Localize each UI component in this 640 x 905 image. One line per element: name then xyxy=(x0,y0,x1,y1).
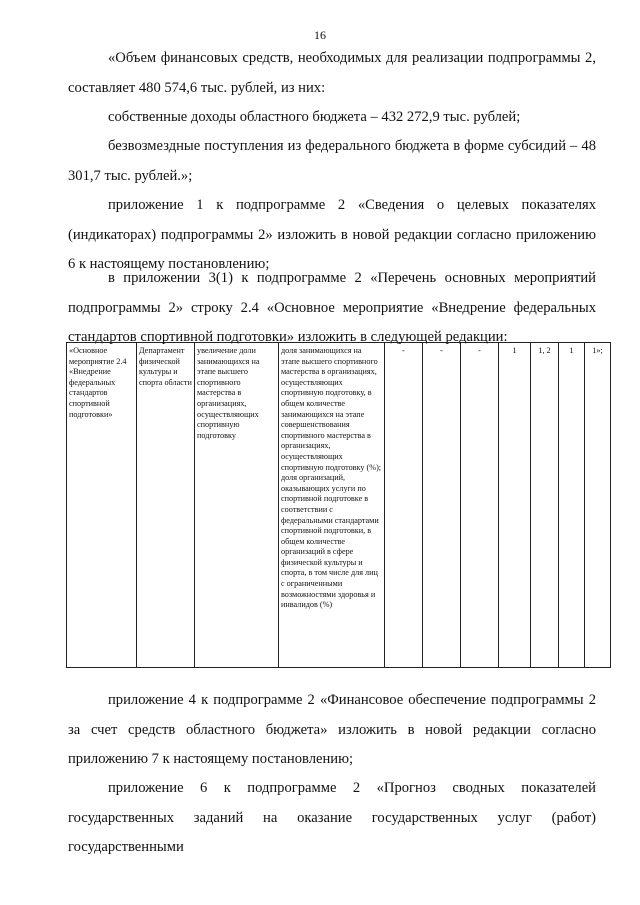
paragraph-appendix-1: приложение 1 к подпрограмме 2 «Сведения о целевых показателях (индикаторах) подпрограммы 2» изложить в новой редакции согласно приложению 6 к настоящему постановлению; xyxy=(68,197,596,272)
paragraph-appendix-3-1: в приложении 3(1) к подпрограмме 2 «Перечень основных мероприятий подпрограммы 2» строку 2.4 «Основное мероприятие «Внедрение федеральных стандартов спортивной подготовки» изложить в следующей редакции: xyxy=(68,270,596,345)
cell-value: - xyxy=(461,343,499,668)
cell-expected-result: увеличение доли занимающихся на этапе высшего спортивного мастерства в организациях, осуществляющих спортивную подготовку xyxy=(195,343,279,668)
cell-value: 1, 2 xyxy=(531,343,559,668)
cell-value: 1»; xyxy=(585,343,611,668)
paragraph-federal-subsidies: безвозмездные поступления из федерального бюджета в форме субсидий – 48 301,7 тыс. рублей.»; xyxy=(68,138,596,184)
paragraph-own-revenues: собственные доходы областного бюджета – 432 272,9 тыс. рублей; xyxy=(108,109,521,125)
cell-executor: Департамент физической культуры и спорта области xyxy=(137,343,195,668)
cell-value: 1 xyxy=(499,343,531,668)
measures-table xyxy=(66,342,611,668)
cell-value: - xyxy=(385,343,423,668)
cell-value: 1 xyxy=(559,343,585,668)
cell-value: - xyxy=(423,343,461,668)
cell-measure-name: «Основное мероприятие 2.4 «Внедрение федеральных стандартов спортивной подготовки» xyxy=(67,343,137,668)
paragraph-appendix-6: приложение 6 к подпрограмме 2 «Прогноз сводных показателей государственных заданий на оказание государственных услуг (работ) государственными xyxy=(68,780,596,855)
paragraph-financing-total: «Объем финансовых средств, необходимых для реализации подпрограммы 2, составляет 480 574,6 тыс. рублей, из них: xyxy=(68,50,596,96)
paragraph-appendix-4: приложение 4 к подпрограмме 2 «Финансовое обеспечение подпрограммы 2 за счет средств областного бюджета» изложить в новой редакции согласно приложению 7 к настоящему постановлению; xyxy=(68,692,596,767)
table-row xyxy=(67,343,611,668)
page-number: 16 xyxy=(314,28,326,42)
cell-indicators: доля занимающихся на этапе высшего спортивного мастерства в организациях, осуществляющих спортивную подготовку, в общем количестве занимающихся на этапе совершенствования спортивного мастерства в организациях, осуществляющих спортивную подготовку (%); доля организаций, оказывающих услуги по спортивной подготовке в соответствии с федеральными стандартами спортивной подготовки, в общем количестве организаций в сфере физической культуры и спорта, в том числе для лиц с ограниченными возможностями здоровья и инвалидов (%) xyxy=(279,343,385,668)
